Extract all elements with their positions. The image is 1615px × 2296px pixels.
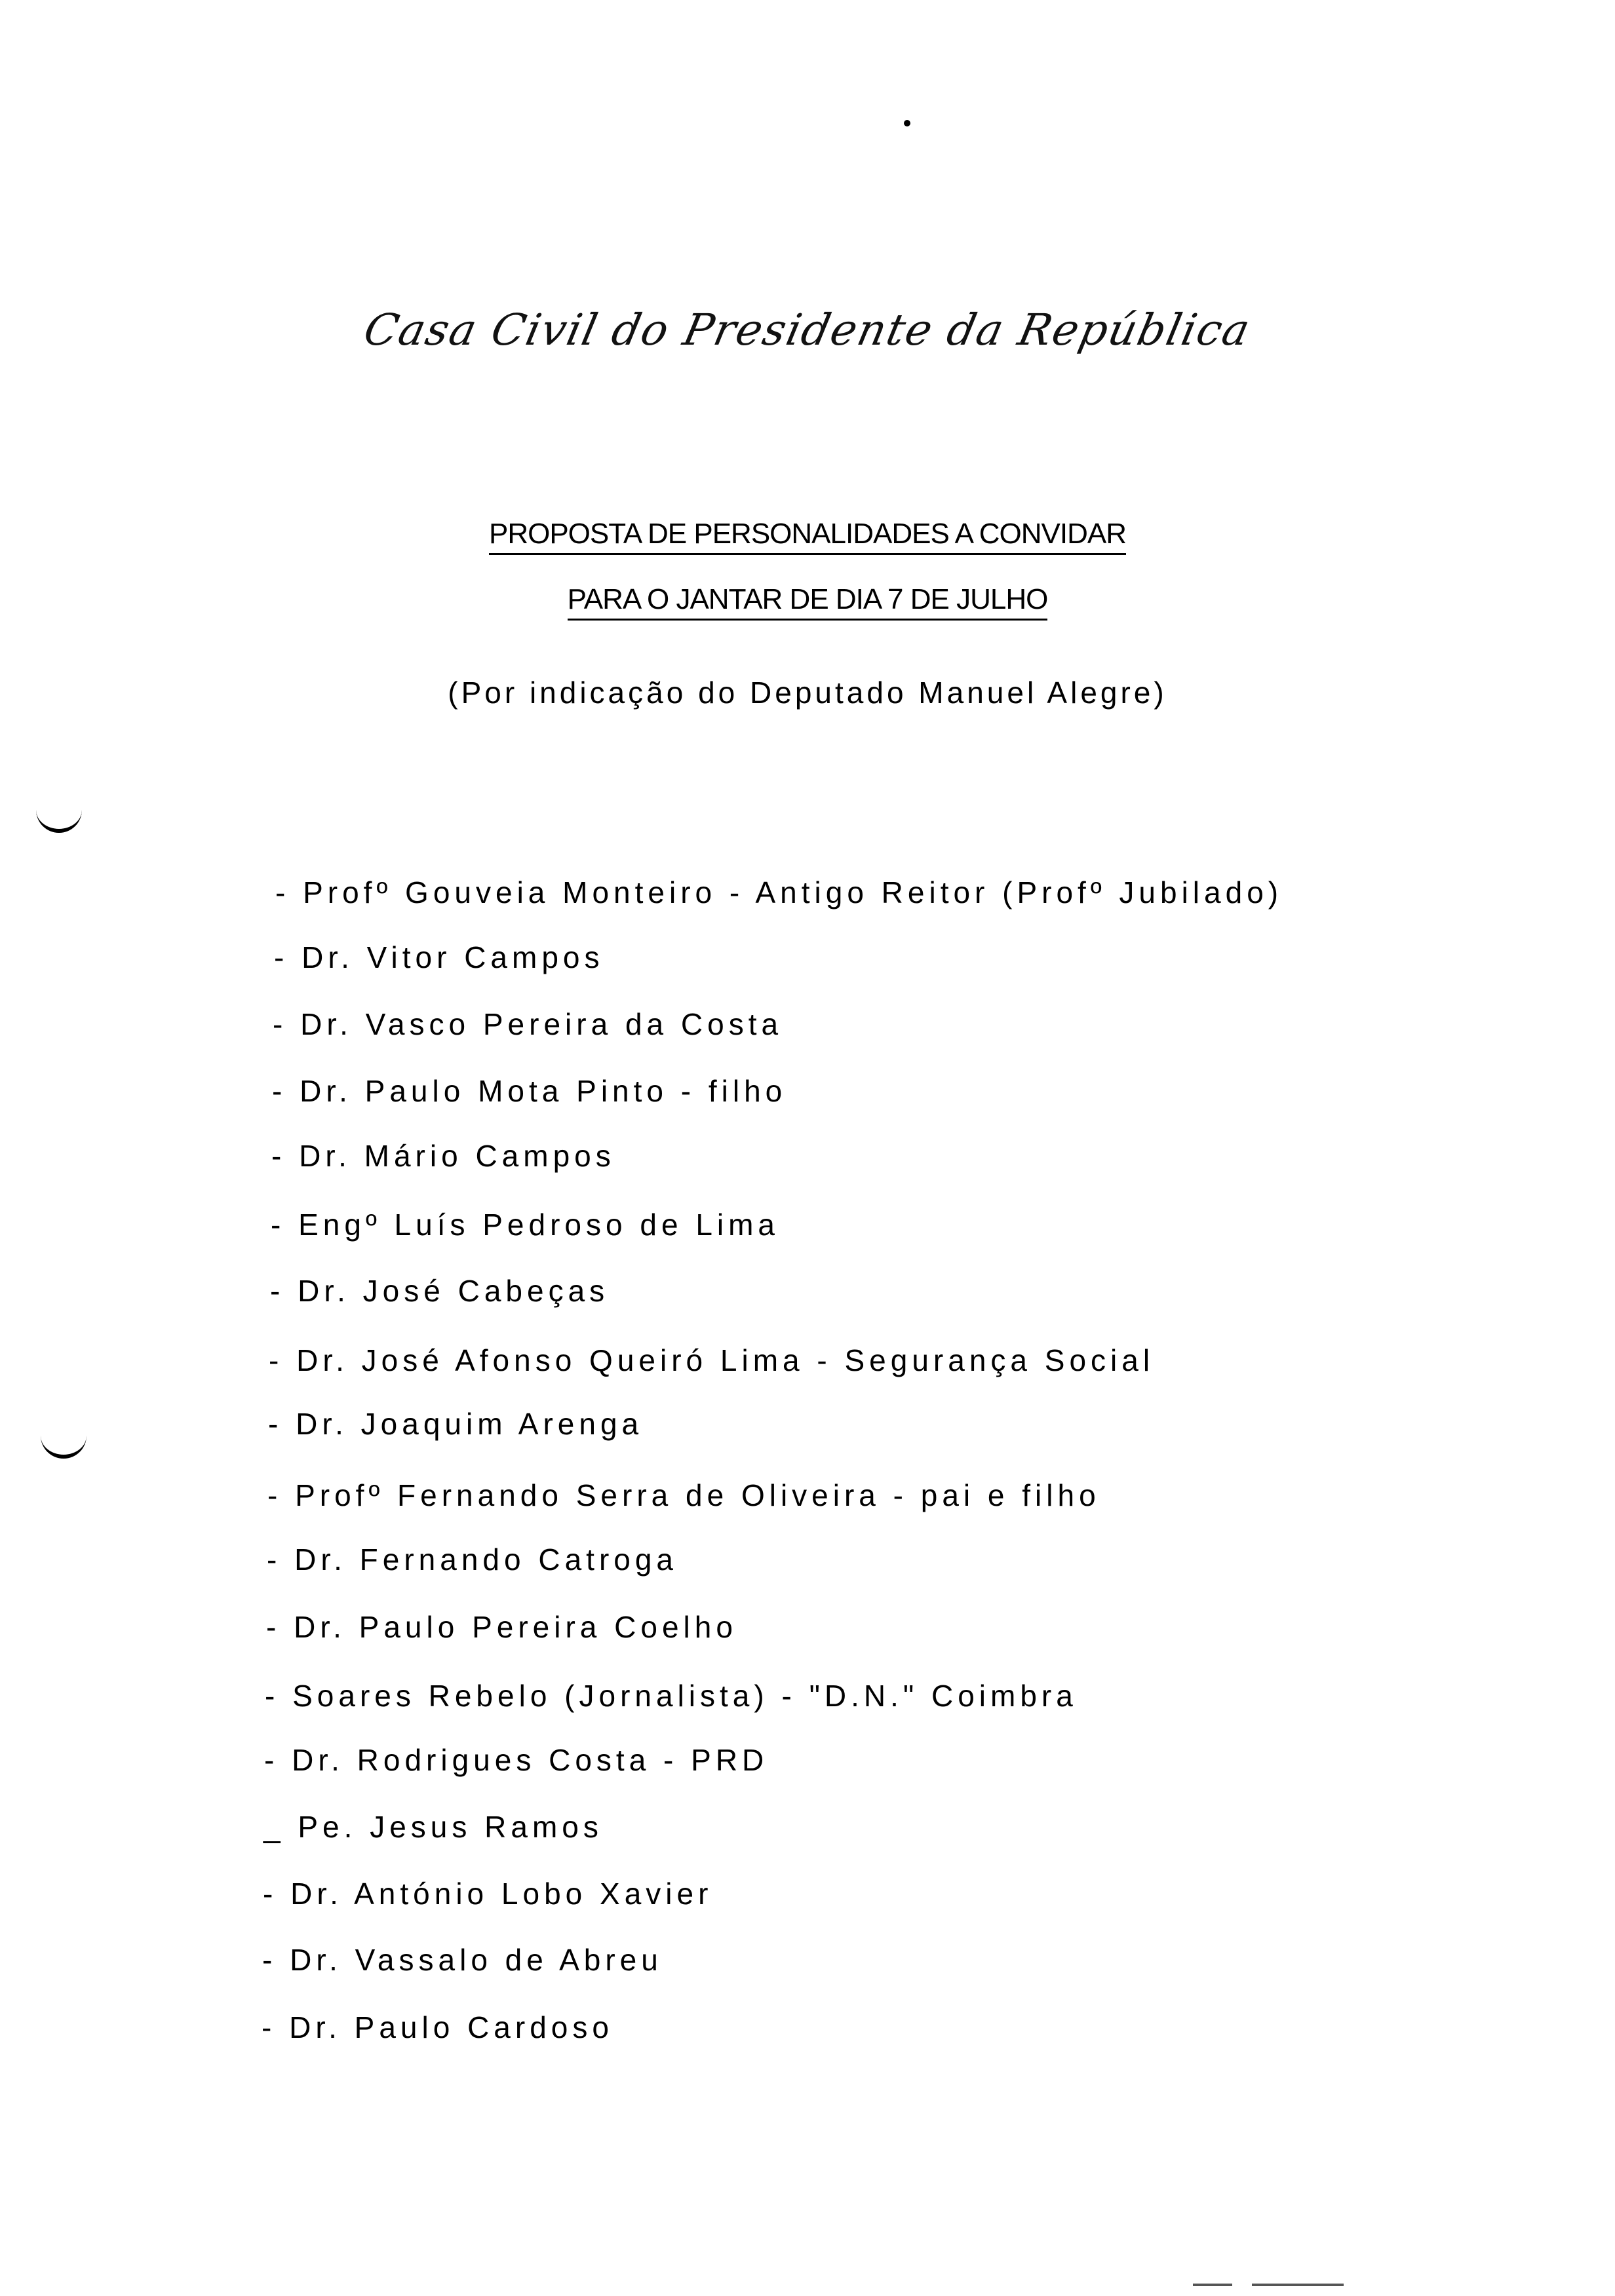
guest-item: _ Pe. Jesus Ramos xyxy=(263,1810,603,1844)
guest-item: - Dr. Fernando Catroga xyxy=(267,1542,678,1577)
document-subtitle: (Por indicação do Deputado Manuel Alegre) xyxy=(448,676,1167,710)
guest-item: - Dr. José Afonso Queiró Lima - Segurança Social xyxy=(269,1343,1155,1377)
document-title-text-2: PARA O JANTAR DE DIA 7 DE JULHO xyxy=(568,583,1048,621)
guest-item: - Profº Fernando Serra de Oliveira - pai e filho xyxy=(267,1478,1100,1512)
guest-item: - Dr. Vitor Campos xyxy=(274,940,604,974)
guest-item: - Dr. Vasco Pereira da Costa xyxy=(273,1007,783,1041)
guest-item: - Dr. Mário Campos xyxy=(271,1139,615,1173)
guest-item: - Dr. José Cabeças xyxy=(270,1274,610,1308)
guest-item: - Dr. António Lobo Xavier xyxy=(263,1877,713,1911)
guest-item: - Soares Rebelo (Jornalista) - "D.N." Coimbra xyxy=(265,1679,1078,1713)
guest-item: - Dr. Paulo Mota Pinto - filho xyxy=(272,1074,787,1108)
guest-item: - Dr. Vassalo de Abreu xyxy=(262,1943,663,1977)
guest-item: - Profº Gouveia Monteiro - Antigo Reitor (Profº Jubilado) xyxy=(275,875,1283,909)
scan-mark xyxy=(1193,2284,1344,2286)
guest-item: - Dr. Paulo Pereira Coelho xyxy=(266,1610,737,1644)
guest-item: - Dr. Joaquim Arenga xyxy=(268,1407,644,1441)
guest-item: - Dr. Rodrigues Costa - PRD xyxy=(264,1743,769,1777)
guest-item: - Engº Luís Pedroso de Lima xyxy=(271,1208,780,1242)
guest-item: - Dr. Paulo Cardoso xyxy=(262,2010,613,2044)
document-title-text-1: PROPOSTA DE PERSONALIDADES A CONVIDAR xyxy=(489,518,1126,555)
letterhead: Casa Civil do Presidente da República xyxy=(359,305,1256,355)
